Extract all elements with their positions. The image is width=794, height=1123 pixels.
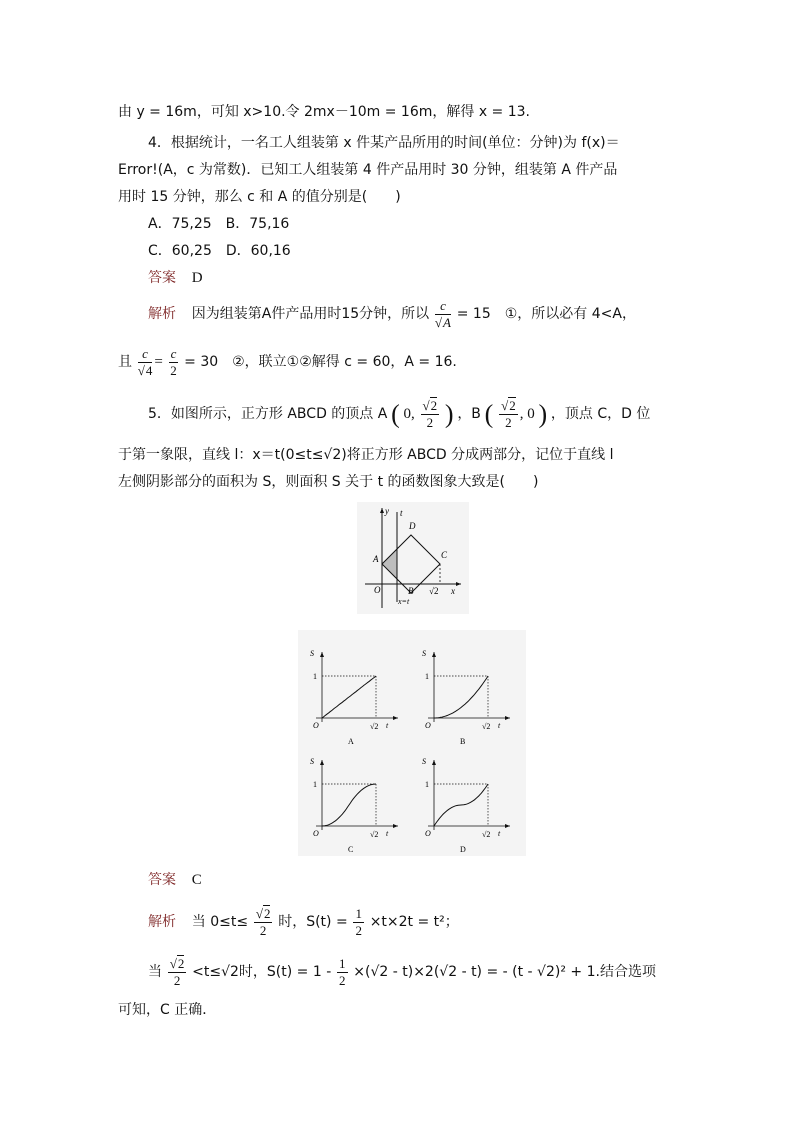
text: ，顶点 C，D 位	[550, 405, 651, 422]
radicand: 2	[177, 956, 185, 971]
axis-x-label: x	[451, 586, 455, 596]
line-x-eq-t-label: x=t	[398, 597, 410, 606]
denominator: √4	[137, 363, 153, 378]
text: 4．根据统计，一名工人组装第 x 件某产品所用的时间(单位：分钟)为 f(x)＝	[148, 135, 620, 151]
denominator: 2	[426, 415, 434, 430]
graph-d-option-letter: D	[460, 845, 466, 854]
fraction-sqrt2-over-2	[421, 398, 440, 431]
text: A．75,25 B．75,16	[148, 216, 290, 232]
graph-c-root2-label: √2	[370, 830, 379, 839]
graph-c-t-label: t	[386, 829, 389, 838]
text: 且	[118, 353, 132, 370]
numerator: 1	[355, 906, 362, 921]
paren-close: )	[444, 399, 454, 429]
numerator: c	[435, 298, 451, 315]
paren-close: )	[538, 399, 548, 429]
radicand: 2	[430, 398, 438, 413]
text: = 15 ①，所以必有 4<A，	[456, 305, 636, 322]
radicand: A	[443, 315, 451, 330]
question-4-line-2	[118, 160, 617, 180]
text: 因为组装第A件产品用时15分钟，所以	[191, 305, 430, 322]
question-5-line-1: 5．如图所示，正方形 ABCD 的顶点 A ( 0, $\frac{√2}{2}$ ) ，B ( $\frac{√2}{2}$ , 0 ) ，顶点 C，D 位	[148, 398, 651, 430]
numerator: √2	[169, 956, 185, 971]
graph-d-curve	[434, 784, 488, 826]
text: ×t×2t = t²；	[369, 913, 459, 930]
numerator: 1	[339, 956, 346, 971]
graph-a-curve	[322, 676, 376, 718]
question-4-answer	[148, 268, 203, 288]
graph-c-origin-label: O	[313, 829, 319, 838]
text: 由 y = 16m，可知 x>10.令 2mx－10m = 16m，解得 x = 13.	[118, 104, 530, 120]
radicand: 2	[509, 398, 516, 413]
question-5-line-2	[118, 445, 613, 465]
numerator: √2	[255, 906, 271, 921]
vertex-c-label: C	[441, 550, 448, 560]
question-5-answer	[148, 870, 202, 890]
graph-b-origin-label: O	[425, 721, 431, 730]
denominator: 2	[259, 923, 267, 938]
denominator: 2	[173, 973, 181, 988]
graph-a-one-label: 1	[313, 672, 317, 681]
text: C．60,25 D．60,16	[148, 243, 291, 259]
question-4-options-1	[148, 214, 289, 234]
graph-d-origin-label: O	[425, 829, 431, 838]
graph-b-curve	[434, 676, 488, 718]
question-4-solution-2: 且 $\frac{c}{√4}$ = $\frac{c}{2}$ = 30 ②，联立①②解得 c = 60，A = 16.	[118, 346, 457, 378]
square-diagram	[357, 502, 469, 614]
text: 当 0≤t≤	[191, 913, 249, 930]
graph-b-t-label: t	[498, 721, 501, 730]
text: 左侧阴影部分的面积为 S，则面积 S 关于 t 的函数图象大致是( )	[118, 474, 539, 490]
graph-a-option-letter: A	[348, 737, 354, 746]
text: 当	[148, 963, 162, 980]
fraction-sqrt2-over-2	[168, 956, 187, 989]
answer-value: D	[191, 270, 203, 286]
graph-c-one-label: 1	[313, 780, 317, 789]
question-5-solution-2	[148, 956, 656, 989]
paren-open: (	[391, 399, 400, 429]
graph-c-curve	[322, 784, 376, 826]
graph-d-s-label: S	[422, 757, 426, 766]
graph-b-x-arrow	[505, 716, 510, 720]
graph-b-root2-label: √2	[482, 722, 491, 731]
graph-b-one-label: 1	[425, 672, 429, 681]
graph-a-origin-label: O	[313, 721, 319, 730]
fraction-c-over-sqrtA	[435, 298, 451, 331]
solution-label: 解析	[148, 913, 176, 930]
graph-a-root2-label: √2	[370, 722, 379, 731]
fraction-c-over-2	[169, 346, 179, 379]
graph-d-one-label: 1	[425, 780, 429, 789]
graph-a-x-arrow	[393, 716, 398, 720]
text: 可知，C 正确．	[118, 1002, 217, 1018]
option-graphs	[298, 630, 526, 856]
graph-a-t-label: t	[386, 721, 389, 730]
vertex-d-label: D	[409, 521, 416, 531]
numerator: c	[138, 346, 153, 363]
graph-a-s-label: S	[310, 649, 314, 658]
denominator: 2	[505, 415, 512, 430]
graph-d-x-arrow	[505, 824, 510, 828]
question-5-solution-1	[148, 906, 459, 939]
graph-b-option-letter: B	[460, 737, 466, 746]
fraction-1-over-2	[353, 906, 364, 939]
graph-d-root2-label: √2	[482, 830, 491, 839]
denominator: 2	[170, 363, 177, 378]
graph-a-y-arrow	[320, 652, 324, 657]
numerator: √2	[422, 398, 438, 413]
fraction-c-over-sqrt4	[138, 346, 153, 379]
answer-label: 答案	[148, 270, 176, 286]
graph-c-x-arrow	[393, 824, 398, 828]
graph-c-y-arrow	[320, 760, 324, 765]
text: Error!(A，c 为常数)．已知工人组装第 4 件产品用时 30 分钟，组装第 A 件产品	[118, 162, 618, 178]
denominator: 2	[355, 923, 362, 938]
text: = 30 ②，联立①②解得 c = 60，A = 16.	[184, 353, 457, 370]
graph-d-t-label: t	[498, 829, 501, 838]
numerator: √2	[501, 398, 516, 413]
graph-c-s-label: S	[310, 757, 314, 766]
paren-open: (	[484, 399, 494, 429]
graph-d-y-arrow	[432, 760, 436, 765]
coord-zero: 0	[527, 405, 535, 422]
graph-b-s-label: S	[422, 649, 426, 658]
question-4-options-2	[148, 241, 291, 261]
numerator: c	[170, 346, 177, 361]
radicand: 4	[145, 363, 153, 378]
question-4-line-3	[118, 187, 401, 207]
question-5-solution-3	[118, 1000, 216, 1020]
question-4-line-1	[148, 133, 620, 153]
text: ×(√2 - t)×2(√2 - t) = - (t - √2)² + 1.结合选项	[353, 963, 656, 980]
text: 时，S(t) =	[278, 913, 348, 930]
text: <t≤√2时，S(t) = 1 -	[192, 963, 332, 980]
origin-label: O	[374, 585, 381, 595]
text: 5．如图所示，正方形 ABCD 的顶点 A	[148, 405, 388, 422]
line-t-label: t	[400, 508, 403, 518]
root2-label: √2	[429, 586, 439, 596]
answer-value: C	[191, 872, 202, 888]
radicand: 2	[263, 906, 271, 921]
fraction-sqrt2-over-2	[254, 906, 273, 939]
graph-c-option-letter: C	[348, 845, 354, 854]
denominator: 2	[339, 973, 346, 988]
vertex-a-label: A	[373, 554, 379, 564]
denominator: √A	[434, 315, 451, 330]
solution-line-prev	[118, 102, 530, 122]
text: ，B	[457, 405, 481, 422]
text: 于第一象限，直线 l：x＝t(0≤t≤√2)将正方形 ABCD 分成两部分，记位于直线 l	[118, 447, 614, 463]
coord-zero: 0	[403, 405, 411, 422]
graph-b-y-arrow	[432, 652, 436, 657]
text: 用时 15 分钟，那么 c 和 A 的值分别是( )	[118, 189, 401, 205]
solution-label: 解析	[148, 305, 176, 322]
answer-label: 答案	[148, 872, 176, 888]
fraction-sqrt2-over-2	[499, 398, 518, 431]
fraction-1-over-2	[337, 956, 348, 989]
question-5-line-3	[118, 472, 538, 492]
vertex-b-label: B	[408, 586, 414, 596]
question-4-solution-1	[148, 298, 636, 331]
axis-y-label: y	[385, 506, 389, 516]
